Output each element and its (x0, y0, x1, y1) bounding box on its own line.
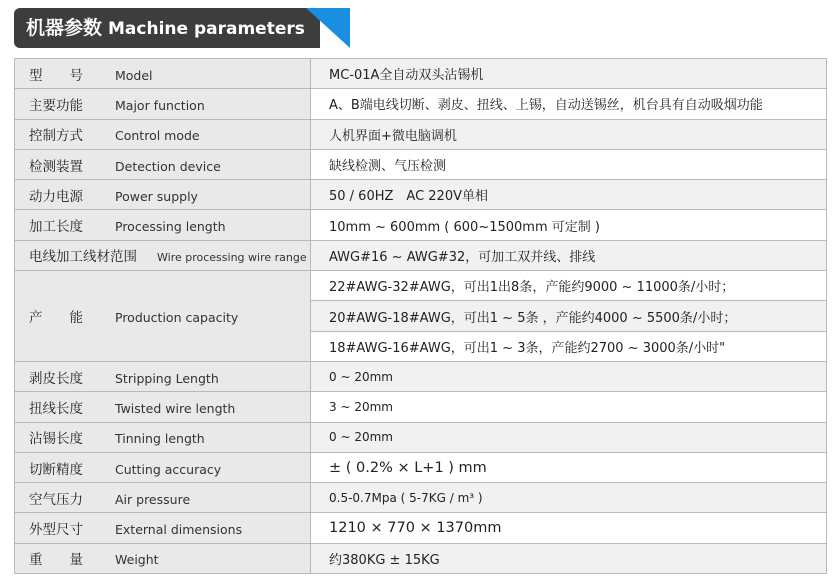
param-label (15, 240, 311, 270)
param-name-en: Production capacity (115, 310, 239, 326)
param-name-cn: 控制方式 (29, 128, 83, 145)
parameters-table (14, 58, 827, 574)
header-title-en: Machine parameters (108, 19, 305, 39)
param-name-en: Major function (115, 97, 205, 113)
header-title-cn: 机器参数 (26, 17, 103, 39)
table-row-power-supply (15, 180, 827, 210)
table-row-stripping-length (15, 361, 827, 391)
param-label (15, 543, 311, 573)
param-name-cn: 型 号 (29, 67, 83, 84)
param-value: 20#AWG-18#AWG，可出1 ~ 5条 ，产能约4000 ~ 5500条/小时； (311, 301, 827, 331)
param-name-en: Weight (115, 552, 159, 568)
param-name-en: Cutting accuracy (115, 461, 222, 477)
param-name-en: External dimensions (115, 522, 243, 538)
table-row-major-function (15, 89, 827, 119)
table-row-air-pressure (15, 483, 827, 513)
param-name-cn: 检测装置 (29, 158, 83, 175)
param-name-en: Twisted wire length (115, 400, 236, 416)
param-value: 10mm ~ 600mm ( 600~1500mm 可定制 ) (311, 210, 827, 240)
param-label (15, 271, 311, 362)
param-value: 50 / 60HZ AC 220V单相 (311, 180, 827, 210)
param-name-cn: 外型尺寸 (29, 522, 83, 539)
table-row-tinning-length (15, 422, 827, 452)
param-label (15, 119, 311, 149)
param-label (15, 513, 311, 543)
param-name-en: Power supply (115, 188, 198, 204)
param-value: 人机界面+微电脑调机 (311, 119, 827, 149)
param-name-cn: 电线加工线材范围 (29, 249, 137, 266)
param-label (15, 210, 311, 240)
header-title (26, 8, 305, 48)
param-name-en: Tinning length (115, 431, 205, 447)
param-name-cn: 剥皮长度 (29, 370, 83, 387)
param-value: AWG#16 ~ AWG#32，可加工双并线、排线 (311, 240, 827, 270)
param-label (15, 180, 311, 210)
param-name-cn: 空气压力 (29, 491, 83, 508)
param-name-en: Detection device (115, 158, 221, 174)
param-name-cn: 动力电源 (29, 188, 83, 205)
param-value: 0 ~ 20mm (311, 422, 827, 452)
param-value: A、B端电线切断、剥皮、扭线、上锡，自动送锡丝，机台具有自动吸烟功能 (311, 89, 827, 119)
table-row-twisted-wire-length (15, 392, 827, 422)
param-name-cn: 产 能 (29, 310, 83, 327)
table-row-wire-range (15, 240, 827, 270)
param-name-cn: 主要功能 (29, 97, 83, 114)
table-row-cutting-accuracy (15, 452, 827, 482)
param-name-cn: 沾锡长度 (29, 431, 83, 448)
param-name-en: Wire processing wire range (157, 251, 307, 265)
param-name-cn: 扭线长度 (29, 400, 83, 417)
table-row-control-mode (15, 119, 827, 149)
param-value: 0 ~ 20mm (311, 361, 827, 391)
param-value: 0.5-0.7Mpa ( 5-7KG / m³ ) (311, 483, 827, 513)
param-name-en: Stripping Length (115, 370, 219, 386)
table-row-model (15, 59, 827, 89)
param-name-cn: 重 量 (29, 552, 83, 569)
param-name-en: Air pressure (115, 491, 191, 507)
param-name-cn: 加工长度 (29, 219, 83, 236)
param-label (15, 89, 311, 119)
param-label (15, 59, 311, 89)
param-value: 缺线检测、气压检测 (311, 149, 827, 179)
section-header (14, 8, 350, 48)
param-name-en: Processing length (115, 219, 226, 235)
param-value: 22#AWG-32#AWG，可出1出8条，产能约9000 ~ 11000条/小时； (311, 271, 827, 301)
table-row-weight (15, 543, 827, 573)
param-label (15, 149, 311, 179)
param-name-en: Model (115, 67, 153, 83)
param-value: 约380KG ± 15KG (311, 543, 827, 573)
param-name-cn: 切断精度 (29, 461, 83, 478)
param-label (15, 361, 311, 391)
param-label (15, 452, 311, 482)
param-label (15, 422, 311, 452)
table-row-detection-device (15, 149, 827, 179)
param-value: 1210 × 770 × 1370mm (311, 513, 827, 543)
param-value: MC-01A全自动双头沾锡机 (311, 59, 827, 89)
param-value: 3 ~ 20mm (311, 392, 827, 422)
table-row-processing-length (15, 210, 827, 240)
param-label (15, 392, 311, 422)
table-row-external-dimensions (15, 513, 827, 543)
param-name-en: Control mode (115, 128, 200, 144)
table-row-production-capacity (15, 271, 827, 301)
param-value: 18#AWG-16#AWG，可出1 ~ 3条，产能约2700 ~ 3000条/小时" (311, 331, 827, 361)
param-value: ± ( 0.2% × L+1 ) mm (311, 452, 827, 482)
param-label (15, 483, 311, 513)
